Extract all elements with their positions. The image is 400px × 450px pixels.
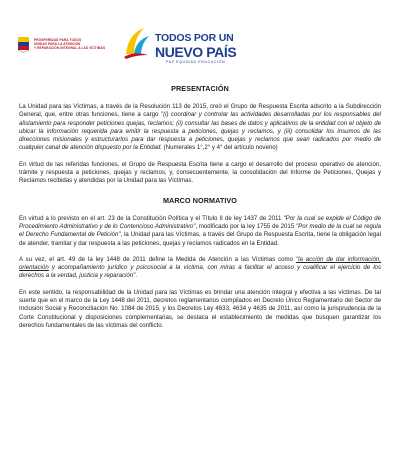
marco-p2-quote: y acompañamiento jurídico y psicosocial a la víctima, con miras a facilitar el acceso y cualificar el ejercicio de los derechos a la verdad, justicia y reparación" bbox=[19, 264, 381, 280]
document-body bbox=[19, 84, 381, 330]
presentacion-p1-note: (Numerales 1°,2° y 4° del artículo noveno) bbox=[161, 144, 278, 152]
marco-p1-quote-1: "Por la cual se expide el Código de Procedimiento Administrativo y de lo Contencioso Administrativo" bbox=[19, 214, 381, 230]
marco-paragraph-2 bbox=[19, 256, 381, 281]
marco-p1-e: , la Unidad para las Víctimas, a través del Grupo de Respuesta Escrita, tiene la obligación legal de atender, tramitar y dar respuesta a las peticiones, quejas y reclamos radicados en la Entidad. bbox=[19, 231, 381, 247]
gov-logo-line2: UNIDAD PARA LA ATENCIÓN bbox=[34, 42, 81, 46]
colombia-colors-mark-icon bbox=[122, 24, 152, 60]
presentacion-paragraph-1 bbox=[19, 103, 381, 153]
government-logo bbox=[17, 34, 125, 60]
marco-p2-quote-underlined: "la acción de dar información, orientación bbox=[19, 255, 381, 272]
gov-logo-line3: Y REPARACIÓN INTEGRAL A LAS VÍCTIMAS bbox=[34, 46, 106, 50]
marco-p1-c: , modificado por la ley 1755 de 2015 bbox=[195, 222, 296, 230]
marco-p2-end: . bbox=[135, 272, 138, 280]
marco-p1-quote-2: "Por medio de la cual se regula el Derecho Fundamental de Petición" bbox=[19, 222, 382, 239]
presentacion-p1-quote: "(i) coordinar y controlar las actividades desarrolladas por los responsables del alistamiento para responder peticiones quejas, reclamos; (ii) consultar las bases de datos y aplicativos de la entidad con el objeto de ubicar la información requerida para emitir la respuesta a peticiones, quejas y reclamos, y (iii) consolidar los insumos de las direcciones misionales y estructurarlos para dar respuesta a peticiones, quejas y reclamos que sean radicados por medio de cualquier canal de atención dispuesto por la Entidad. bbox=[19, 111, 381, 152]
campaign-line2: NUEVO PAÍS bbox=[155, 44, 237, 60]
presentacion-p1-intro: La Unidad para las Víctimas, a través de la Resolución 113 de 2015, creó el Grupo de Respuesta Escrita adscrito a la Subdirección General, que, entre otras funciones, tiene a cargo bbox=[19, 103, 381, 119]
government-logo-text bbox=[34, 38, 126, 50]
colombia-crest-icon bbox=[17, 36, 30, 53]
presentacion-heading: PRESENTACIÓN bbox=[171, 84, 229, 93]
marco-paragraph-1 bbox=[19, 215, 381, 248]
campaign-line1: TODOS POR UN bbox=[155, 32, 234, 44]
document-header bbox=[0, 0, 400, 78]
marco-paragraph-3: En este sentido, la responsabilidad de la Unidad para las Víctimas es brindar una atención integral y efectiva a las víctimas. De tal suerte que en el marco de la Ley 1448 del 2011, decretos reglamentarios compilados en Decreto Único Reglamentario del Sector de Inclusión Social y Reconciliación No. 1084 de 2015, y los Decretos Ley 4633, 4634 y 4635 de 2011, así como la jurisprudencia de la Corte Constitucional y disposiciones complementarias, se destaca el establecimiento de medidas que busquen garantizar los derechos fundamentales de las víctimas del conflicto. bbox=[19, 288, 381, 329]
gov-logo-line1: PROSPERIDAD PARA TODOS bbox=[34, 38, 82, 42]
presentacion-paragraph-2: En virtud de las referidas funciones, el Grupo de Respuesta Escrita tiene a cargo el desarrollo del proceso operativo de atención, trámite y respuesta a peticiones, quejas y reclamos, y, consecuentemente, la consolidación del Informe de Peticiones, Quejas y Reclamos recibidas y atendidas por la Unidad para las Víctimas. bbox=[19, 160, 381, 185]
marco-p2-a: A su vez, el art. 49 de la ley 1448 de 2011 define la Medida de Atención a las Víctimas como bbox=[19, 255, 296, 263]
marco-p1-a: En virtud a lo previsto en el art. 23 de la Constitución Política y el Título II de ley 1437 de 2011 bbox=[19, 214, 284, 222]
marco-normativo-heading: MARCO NORMATIVO bbox=[162, 195, 238, 205]
campaign-tagline: PAZ EQUIDAD EDUCACIÓN bbox=[166, 60, 226, 64]
todos-por-un-nuevo-pais-logo bbox=[122, 24, 237, 72]
